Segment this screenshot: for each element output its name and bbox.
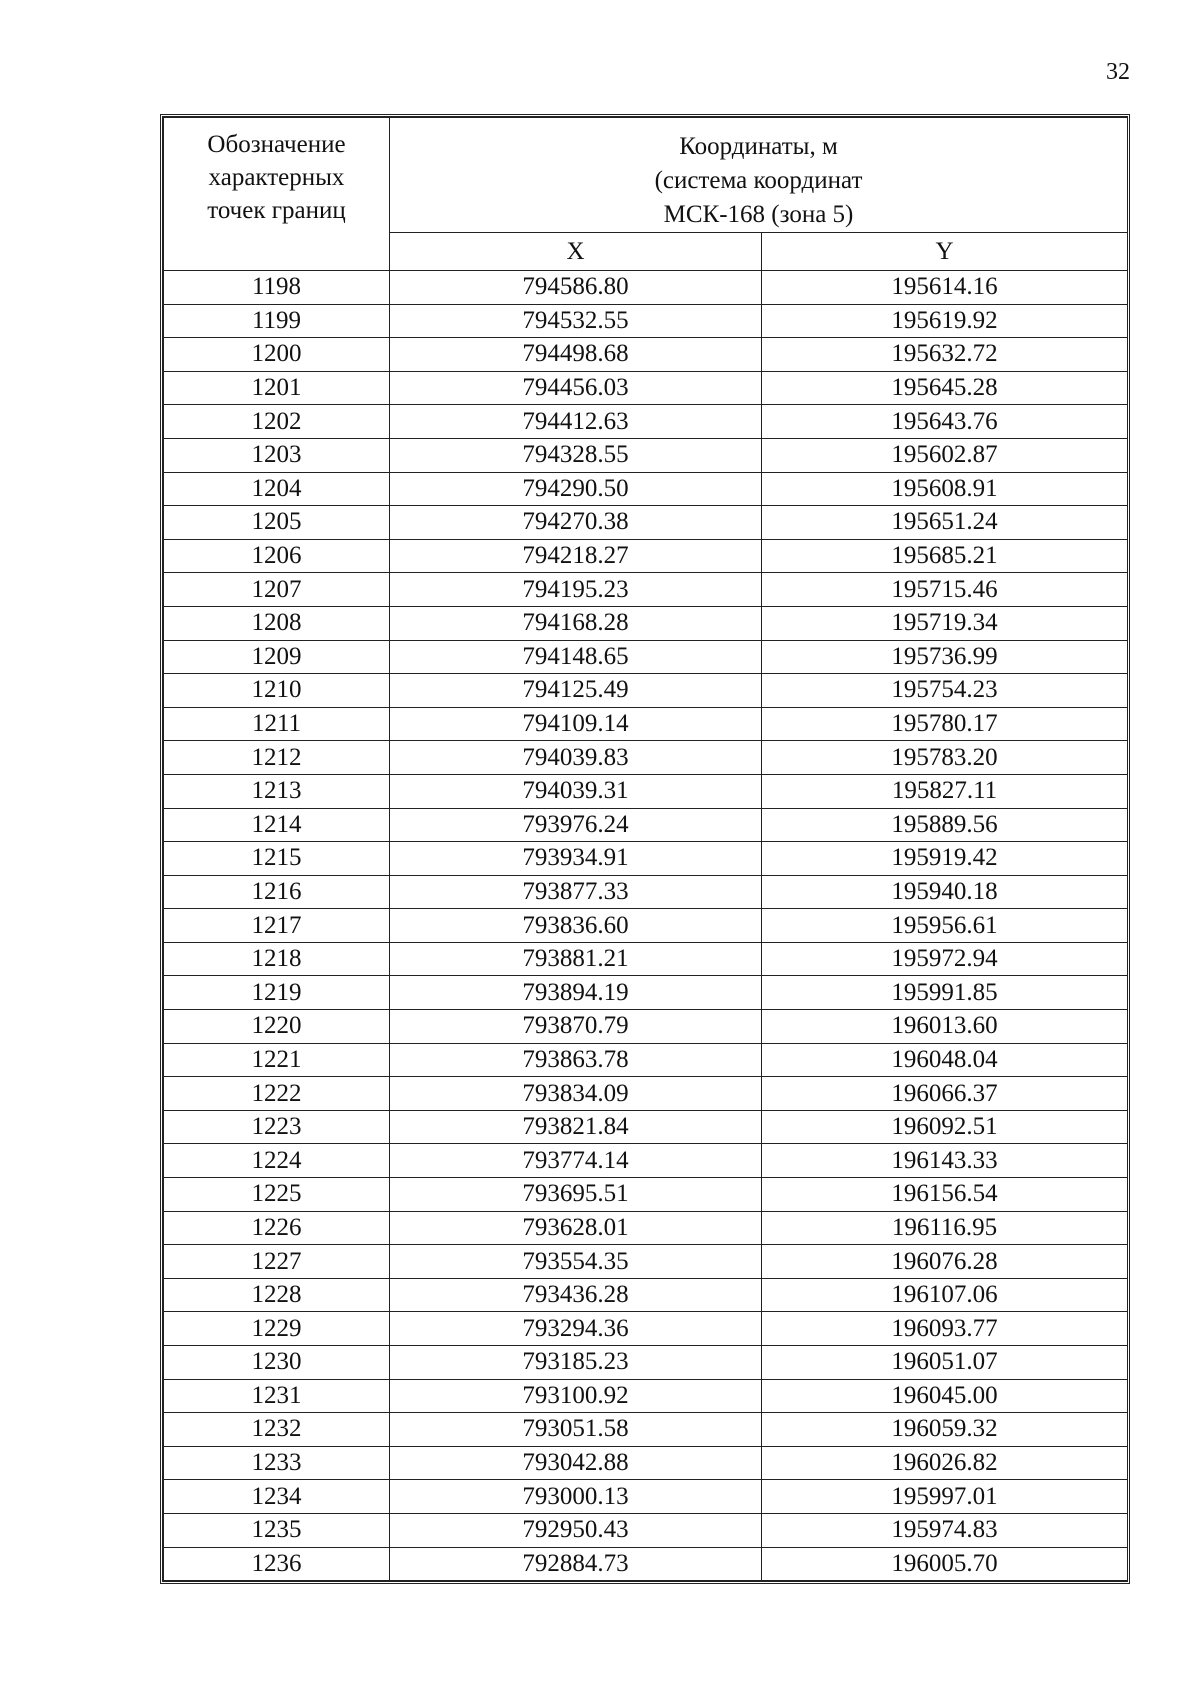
point-id-cell: 1206 — [164, 539, 390, 573]
y-coordinate-cell: 195972.94 — [762, 942, 1128, 976]
header-coordinates — [390, 118, 1128, 233]
x-coordinate-cell: 793294.36 — [390, 1312, 762, 1346]
x-coordinate-cell: 793051.58 — [390, 1413, 762, 1447]
table-row — [164, 472, 1128, 506]
point-id-cell: 1234 — [164, 1480, 390, 1514]
header-designation — [164, 118, 390, 271]
y-coordinate-cell: 196048.04 — [762, 1043, 1128, 1077]
x-coordinate-cell: 793976.24 — [390, 808, 762, 842]
point-id-cell: 1205 — [164, 506, 390, 540]
table-row — [164, 1547, 1128, 1581]
point-id-cell: 1226 — [164, 1211, 390, 1245]
x-coordinate-cell: 794498.68 — [390, 338, 762, 372]
x-coordinate-cell: 793628.01 — [390, 1211, 762, 1245]
y-coordinate-cell: 195651.24 — [762, 506, 1128, 540]
point-id-cell: 1207 — [164, 573, 390, 607]
point-id-cell: 1208 — [164, 606, 390, 640]
header-coordinates-line: МСК-168 (зона 5) — [663, 201, 854, 228]
x-coordinate-cell: 794218.27 — [390, 539, 762, 573]
point-id-cell: 1233 — [164, 1446, 390, 1480]
y-coordinate-cell: 195602.87 — [762, 438, 1128, 472]
x-coordinate-cell: 793934.91 — [390, 842, 762, 876]
y-coordinate-cell: 196059.32 — [762, 1413, 1128, 1447]
x-coordinate-cell: 793774.14 — [390, 1144, 762, 1178]
y-coordinate-cell: 196143.33 — [762, 1144, 1128, 1178]
y-coordinate-cell: 195608.91 — [762, 472, 1128, 506]
x-coordinate-cell: 794039.83 — [390, 741, 762, 775]
header-designation-line: Обозначение — [207, 131, 346, 158]
x-coordinate-cell: 794270.38 — [390, 506, 762, 540]
y-coordinate-cell: 196066.37 — [762, 1077, 1128, 1111]
point-id-cell: 1214 — [164, 808, 390, 842]
point-id-cell: 1225 — [164, 1178, 390, 1212]
header-y: Y — [762, 233, 1128, 271]
y-coordinate-cell: 195783.20 — [762, 741, 1128, 775]
table-row — [164, 1110, 1128, 1144]
point-id-cell: 1235 — [164, 1513, 390, 1547]
y-coordinate-cell: 196092.51 — [762, 1110, 1128, 1144]
y-coordinate-cell: 196045.00 — [762, 1379, 1128, 1413]
point-id-cell: 1217 — [164, 909, 390, 943]
table-row — [164, 640, 1128, 674]
x-coordinate-cell: 793436.28 — [390, 1278, 762, 1312]
x-coordinate-cell: 794039.31 — [390, 774, 762, 808]
y-coordinate-cell: 195889.56 — [762, 808, 1128, 842]
x-coordinate-cell: 794168.28 — [390, 606, 762, 640]
y-coordinate-cell: 195632.72 — [762, 338, 1128, 372]
x-coordinate-cell: 794195.23 — [390, 573, 762, 607]
point-id-cell: 1220 — [164, 1010, 390, 1044]
table-row — [164, 674, 1128, 708]
x-coordinate-cell: 793834.09 — [390, 1077, 762, 1111]
point-id-cell: 1216 — [164, 875, 390, 909]
point-id-cell: 1199 — [164, 304, 390, 338]
y-coordinate-cell: 195685.21 — [762, 539, 1128, 573]
table-header — [164, 118, 1128, 271]
point-id-cell: 1200 — [164, 338, 390, 372]
table-row — [164, 942, 1128, 976]
table-row — [164, 1211, 1128, 1245]
x-coordinate-cell: 793100.92 — [390, 1379, 762, 1413]
table-body — [164, 271, 1128, 1581]
table-row — [164, 405, 1128, 439]
table-row — [164, 573, 1128, 607]
coordinates-table-frame — [160, 114, 1130, 1584]
x-coordinate-cell: 793821.84 — [390, 1110, 762, 1144]
x-coordinate-cell: 794109.14 — [390, 707, 762, 741]
table-row — [164, 371, 1128, 405]
table-row — [164, 741, 1128, 775]
point-id-cell: 1228 — [164, 1278, 390, 1312]
y-coordinate-cell: 196107.06 — [762, 1278, 1128, 1312]
table-row — [164, 1077, 1128, 1111]
y-coordinate-cell: 195715.46 — [762, 573, 1128, 607]
y-coordinate-cell: 195780.17 — [762, 707, 1128, 741]
point-id-cell: 1236 — [164, 1547, 390, 1581]
table-row — [164, 1144, 1128, 1178]
page-number: 32 — [1106, 59, 1130, 85]
point-id-cell: 1231 — [164, 1379, 390, 1413]
point-id-cell: 1221 — [164, 1043, 390, 1077]
y-coordinate-cell: 195997.01 — [762, 1480, 1128, 1514]
x-coordinate-cell: 794586.80 — [390, 271, 762, 305]
header-coordinates-line: Координаты, м — [679, 133, 838, 160]
y-coordinate-cell: 196005.70 — [762, 1547, 1128, 1581]
y-coordinate-cell: 196051.07 — [762, 1346, 1128, 1380]
table-row — [164, 842, 1128, 876]
y-coordinate-cell: 195956.61 — [762, 909, 1128, 943]
y-coordinate-cell: 195827.11 — [762, 774, 1128, 808]
table-row — [164, 606, 1128, 640]
point-id-cell: 1198 — [164, 271, 390, 305]
x-coordinate-cell: 794125.49 — [390, 674, 762, 708]
table-row — [164, 338, 1128, 372]
table-row — [164, 1379, 1128, 1413]
table-row — [164, 539, 1128, 573]
table-row — [164, 1312, 1128, 1346]
y-coordinate-cell: 195736.99 — [762, 640, 1128, 674]
x-coordinate-cell: 794290.50 — [390, 472, 762, 506]
table-row — [164, 304, 1128, 338]
table-row — [164, 1480, 1128, 1514]
point-id-cell: 1209 — [164, 640, 390, 674]
x-coordinate-cell: 793894.19 — [390, 976, 762, 1010]
x-coordinate-cell: 793863.78 — [390, 1043, 762, 1077]
y-coordinate-cell: 195940.18 — [762, 875, 1128, 909]
point-id-cell: 1218 — [164, 942, 390, 976]
y-coordinate-cell: 196093.77 — [762, 1312, 1128, 1346]
point-id-cell: 1203 — [164, 438, 390, 472]
y-coordinate-cell: 196156.54 — [762, 1178, 1128, 1212]
x-coordinate-cell: 793877.33 — [390, 875, 762, 909]
x-coordinate-cell: 793042.88 — [390, 1446, 762, 1480]
point-id-cell: 1201 — [164, 371, 390, 405]
point-id-cell: 1224 — [164, 1144, 390, 1178]
table-row — [164, 1043, 1128, 1077]
y-coordinate-cell: 195619.92 — [762, 304, 1128, 338]
table-row — [164, 1413, 1128, 1447]
x-coordinate-cell: 793881.21 — [390, 942, 762, 976]
x-coordinate-cell: 794456.03 — [390, 371, 762, 405]
y-coordinate-cell: 196116.95 — [762, 1211, 1128, 1245]
point-id-cell: 1202 — [164, 405, 390, 439]
table-row — [164, 1245, 1128, 1279]
table-row — [164, 506, 1128, 540]
table-row — [164, 1446, 1128, 1480]
header-x: X — [390, 233, 762, 271]
y-coordinate-cell: 196076.28 — [762, 1245, 1128, 1279]
table-row — [164, 909, 1128, 943]
point-id-cell: 1232 — [164, 1413, 390, 1447]
coordinates-table — [163, 117, 1128, 1581]
table-row — [164, 875, 1128, 909]
point-id-cell: 1229 — [164, 1312, 390, 1346]
x-coordinate-cell: 793695.51 — [390, 1178, 762, 1212]
x-coordinate-cell: 794148.65 — [390, 640, 762, 674]
table-row — [164, 976, 1128, 1010]
y-coordinate-cell: 196026.82 — [762, 1446, 1128, 1480]
x-coordinate-cell: 792950.43 — [390, 1513, 762, 1547]
y-coordinate-cell: 195754.23 — [762, 674, 1128, 708]
header-designation-line: характерных — [208, 164, 345, 191]
x-coordinate-cell: 793836.60 — [390, 909, 762, 943]
y-coordinate-cell: 195919.42 — [762, 842, 1128, 876]
point-id-cell: 1210 — [164, 674, 390, 708]
header-coordinates-line: (система координат — [654, 167, 863, 194]
x-coordinate-cell: 794412.63 — [390, 405, 762, 439]
x-coordinate-cell: 794532.55 — [390, 304, 762, 338]
point-id-cell: 1211 — [164, 707, 390, 741]
table-row — [164, 1346, 1128, 1380]
y-coordinate-cell: 195643.76 — [762, 405, 1128, 439]
point-id-cell: 1215 — [164, 842, 390, 876]
x-coordinate-cell: 792884.73 — [390, 1547, 762, 1581]
table-row — [164, 1178, 1128, 1212]
point-id-cell: 1219 — [164, 976, 390, 1010]
x-coordinate-cell: 793000.13 — [390, 1480, 762, 1514]
point-id-cell: 1223 — [164, 1110, 390, 1144]
y-coordinate-cell: 195974.83 — [762, 1513, 1128, 1547]
y-coordinate-cell: 196013.60 — [762, 1010, 1128, 1044]
y-coordinate-cell: 195991.85 — [762, 976, 1128, 1010]
point-id-cell: 1230 — [164, 1346, 390, 1380]
header-designation-line: точек границ — [207, 197, 346, 224]
point-id-cell: 1227 — [164, 1245, 390, 1279]
table-row — [164, 438, 1128, 472]
table-row — [164, 808, 1128, 842]
x-coordinate-cell: 793185.23 — [390, 1346, 762, 1380]
point-id-cell: 1204 — [164, 472, 390, 506]
y-coordinate-cell: 195614.16 — [762, 271, 1128, 305]
y-coordinate-cell: 195719.34 — [762, 606, 1128, 640]
table-row — [164, 1278, 1128, 1312]
table-row — [164, 774, 1128, 808]
point-id-cell: 1213 — [164, 774, 390, 808]
point-id-cell: 1212 — [164, 741, 390, 775]
table-row — [164, 1513, 1128, 1547]
x-coordinate-cell: 793870.79 — [390, 1010, 762, 1044]
table-row — [164, 271, 1128, 305]
x-coordinate-cell: 793554.35 — [390, 1245, 762, 1279]
y-coordinate-cell: 195645.28 — [762, 371, 1128, 405]
x-coordinate-cell: 794328.55 — [390, 438, 762, 472]
point-id-cell: 1222 — [164, 1077, 390, 1111]
table-row — [164, 1010, 1128, 1044]
table-row — [164, 707, 1128, 741]
